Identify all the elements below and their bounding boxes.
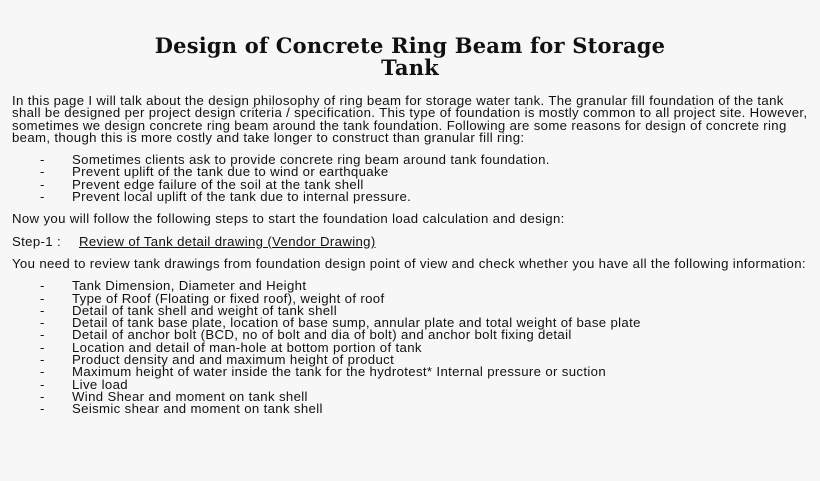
bullet-dash: - bbox=[40, 164, 45, 180]
page-title bbox=[0, 35, 820, 79]
list-item: - Tank Dimension, Diameter and Height bbox=[40, 278, 307, 294]
list-item: - Prevent local uplift of the tank due to internal pressure. bbox=[40, 189, 412, 205]
list-item: - Location and detail of man-hole at bottom portion of tank bbox=[40, 339, 422, 355]
list-item: - Wind Shear and moment on tank shell bbox=[40, 388, 308, 404]
bullet-dash: - bbox=[40, 364, 45, 380]
list-item: - Seismic shear and moment on tank shell bbox=[40, 401, 323, 417]
bullet-dash: - bbox=[40, 278, 45, 294]
document-body bbox=[12, 95, 812, 426]
list-item: - Detail of anchor bolt (BCD, no of bolt and dia of bolt) and anchor bolt fixing detail bbox=[40, 327, 572, 343]
title-line-2: Tank bbox=[381, 55, 439, 80]
bullet-dash: - bbox=[40, 376, 45, 392]
bullet-dash: - bbox=[40, 339, 45, 355]
bullet-dash: - bbox=[40, 327, 45, 343]
reasons-list bbox=[12, 154, 812, 203]
steps-intro-paragraph: Now you will follow the following steps to start the foundation load calculation and design: bbox=[12, 211, 565, 227]
bullet-dash: - bbox=[40, 401, 45, 417]
step-1-heading bbox=[12, 233, 812, 249]
bullet-dash: - bbox=[40, 152, 45, 168]
bullet-dash: - bbox=[40, 189, 45, 205]
list-item: - Detail of tank base plate, location of base sump, annular plate and total weight of base plate bbox=[40, 315, 641, 331]
intro-paragraph: In this page I will talk about the design philosophy of ring beam for storage water tank. The granular fill foundation of the tank shall be designed per project design criteria / specification. This type of foundation is mostly common to all project site. However, sometimes we design concrete ring beam around the tank foundation. Following are some reasons for design of concrete ring beam, though this is more costly and take longer to construct than granular fill ring: bbox=[12, 93, 808, 145]
title-line-1: Design of Concrete Ring Beam for Storage bbox=[154, 33, 666, 58]
bullet-dash: - bbox=[40, 352, 45, 368]
list-item: - Type of Roof (Floating or fixed roof), weight of roof bbox=[40, 290, 385, 306]
list-item: - Prevent uplift of the tank due to wind or earthquake bbox=[40, 164, 389, 180]
review-intro-paragraph: You need to review tank drawings from foundation design point of view and check whether you have all the following information: bbox=[12, 255, 806, 271]
bullet-dash: - bbox=[40, 388, 45, 404]
list-item: - Detail of tank shell and weight of tank shell bbox=[40, 302, 337, 318]
bullet-dash: - bbox=[40, 176, 45, 192]
list-item: - Maximum height of water inside the tank for the hydrotest* Internal pressure or suction bbox=[40, 364, 607, 380]
step-1-title: Review of Tank detail drawing (Vendor Drawing) bbox=[78, 233, 376, 249]
bullet-dash: - bbox=[40, 315, 45, 331]
list-item: - Sometimes clients ask to provide concrete ring beam around tank foundation. bbox=[40, 152, 550, 168]
list-item: - Product density and and maximum height of product bbox=[40, 352, 395, 368]
info-list bbox=[12, 280, 812, 415]
bullet-dash: - bbox=[40, 302, 45, 318]
bullet-dash: - bbox=[40, 290, 45, 306]
step-1-label: Step-1 : bbox=[12, 233, 61, 249]
list-item: - Prevent edge failure of the soil at the tank shell bbox=[40, 176, 364, 192]
list-item: - Live load bbox=[40, 376, 128, 392]
